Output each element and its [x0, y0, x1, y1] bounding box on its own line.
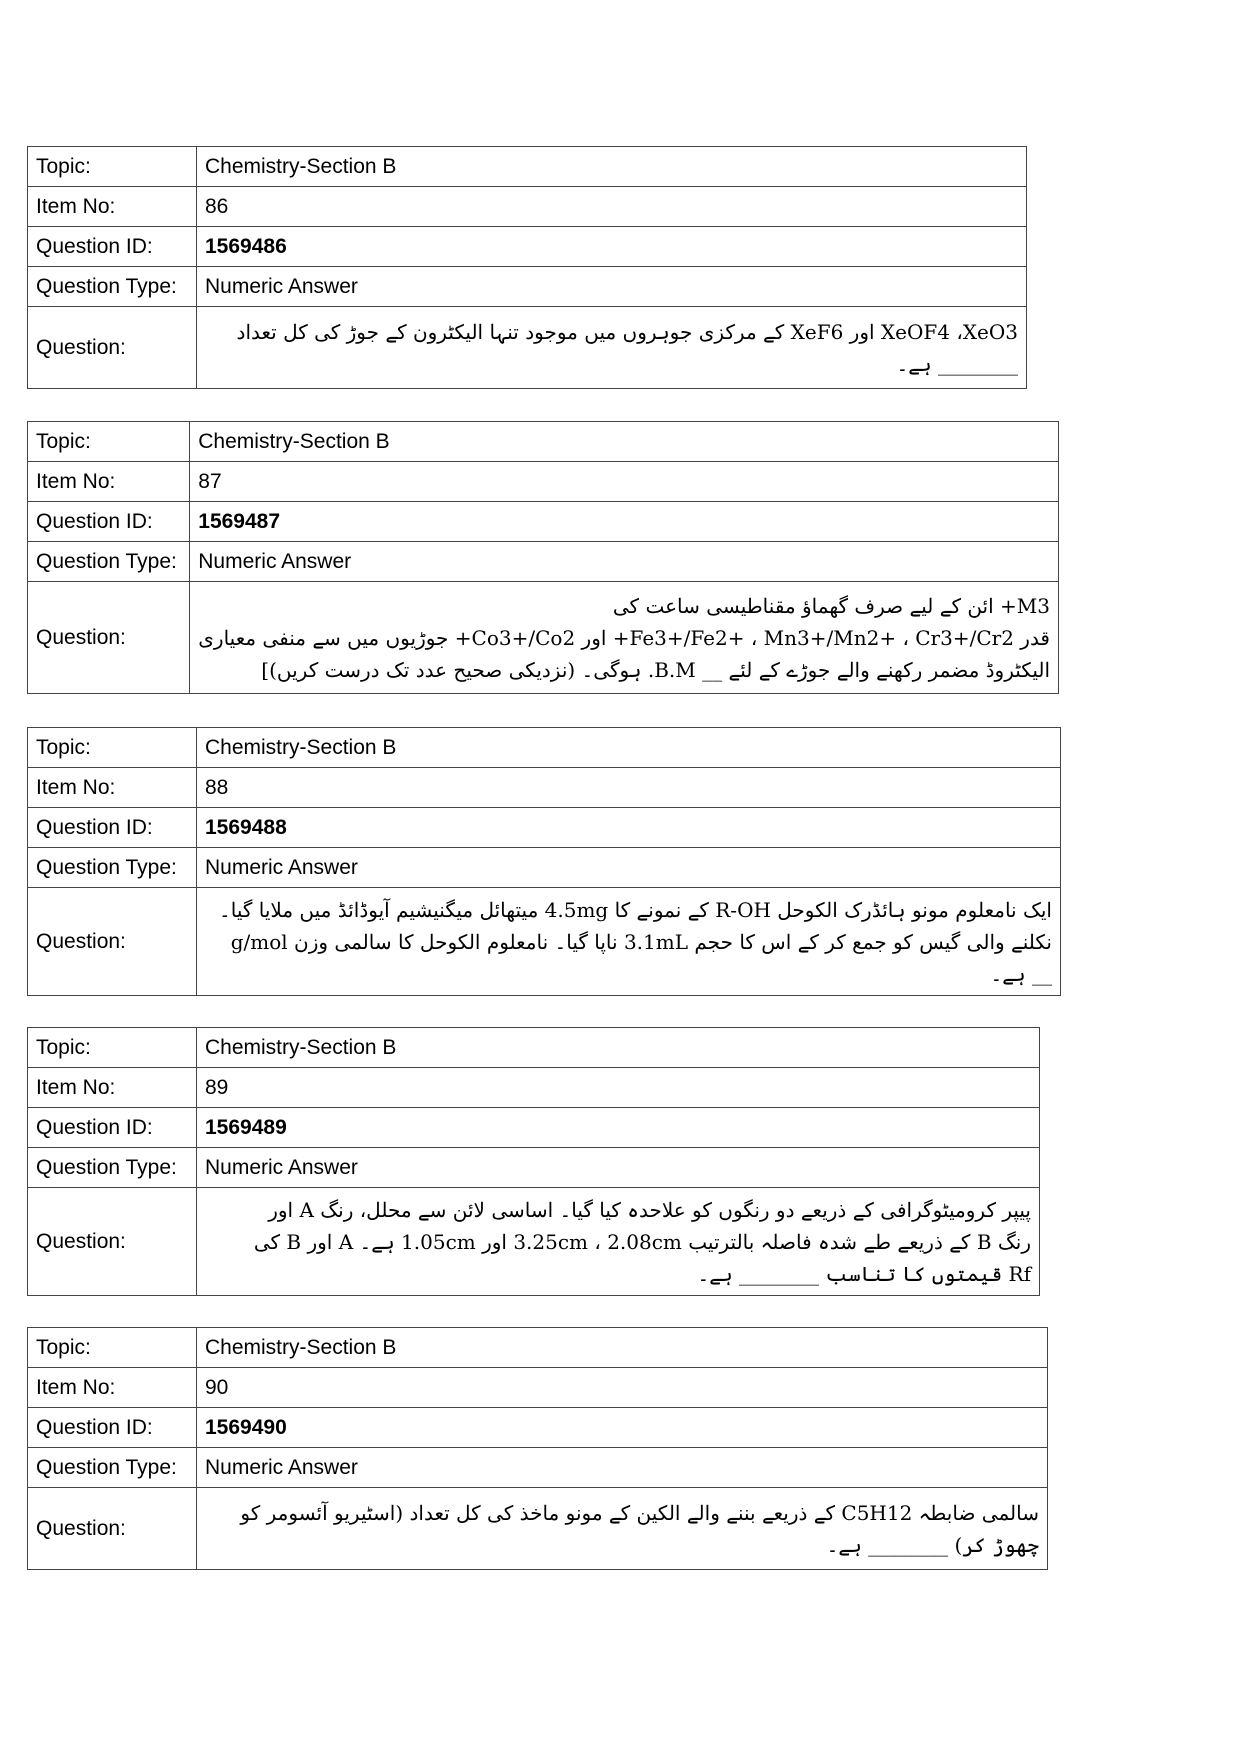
question-line: پیپر کرومیٹوگرافی کے ذریعے دو رنگوں کو علاحدہ کیا گیا۔ اساسی لائن سے محلل، رنگ A اور [268, 1197, 1031, 1222]
item-no-label: Item No: [28, 1068, 197, 1108]
item-no-value: 86 [197, 187, 1027, 227]
question-line: Rf قیمتوں کا تناسب ________ ہے۔ [697, 1261, 1031, 1286]
question-id-label: Question ID: [28, 1108, 197, 1148]
topic-value: Chemistry-Section B [190, 422, 1059, 462]
question-type-label: Question Type: [28, 1148, 197, 1188]
topic-label: Topic: [28, 1328, 197, 1368]
question-id-label: Question ID: [28, 502, 190, 542]
question-table-90 [27, 1327, 1048, 1570]
question-text [197, 888, 1061, 996]
question-label: Question: [28, 307, 197, 389]
question-line: ایک نامعلوم مونو ہائڈرک الکوحل R-OH کے نمونے کا 4.5mg میتھائل میگنیشیم آیوڈائڈ میں ملایا گیا۔ [219, 897, 1052, 922]
question-line: رنگ B کے ذریعے طے شدہ فاصلہ بالترتیب 3.25cm ، 2.08cm اور 1.05cm ہے۔ A اور B کی [253, 1229, 1031, 1254]
question-table-86 [27, 146, 1027, 389]
item-no-value: 89 [197, 1068, 1040, 1108]
topic-value: Chemistry-Section B [197, 728, 1061, 768]
question-id-value: 1569490 [197, 1408, 1048, 1448]
question-id-value: 1569489 [197, 1108, 1040, 1148]
question-text [197, 1188, 1040, 1296]
question-type-label: Question Type: [28, 848, 197, 888]
question-table-87 [27, 421, 1059, 694]
question-id-label: Question ID: [28, 227, 197, 267]
item-no-label: Item No: [28, 462, 190, 502]
question-type-label: Question Type: [28, 1448, 197, 1488]
item-no-value: 87 [190, 462, 1059, 502]
topic-label: Topic: [28, 147, 197, 187]
question-line: ________ ہے۔ [896, 351, 1018, 376]
topic-label: Topic: [28, 728, 197, 768]
question-id-label: Question ID: [28, 1408, 197, 1448]
topic-label: Topic: [28, 1028, 197, 1068]
question-table-88 [27, 727, 1061, 996]
item-no-label: Item No: [28, 1368, 197, 1408]
question-id-label: Question ID: [28, 808, 197, 848]
question-type-value: Numeric Answer [197, 267, 1027, 307]
topic-value: Chemistry-Section B [197, 1328, 1048, 1368]
question-line: قدر Fe3+/Fe2+ ، Mn3+/Mn2+ ، Cr3+/Cr2+ اور Co3+/Co2+ جوڑیوں میں سے منفی معیاری [198, 625, 1050, 650]
question-id-value: 1569487 [190, 502, 1059, 542]
question-line: __ ہے۔ [990, 961, 1052, 986]
question-line: الیکٹروڈ مضمر رکھنے والے جوڑے کے لئے __ B.M. ہوگی۔ (نزدیکی صحیح عدد تک درست کریں)] [261, 657, 1050, 682]
topic-value: Chemistry-Section B [197, 1028, 1040, 1068]
question-text [197, 307, 1027, 389]
question-label: Question: [28, 1488, 197, 1570]
question-line: نکلنے والی گیس کو جمع کر کے اس کا حجم 3.1mL ناپا گیا۔ نامعلوم الکوحل کا سالمی وزن g/mol [230, 929, 1052, 954]
topic-value: Chemistry-Section B [197, 147, 1027, 187]
question-label: Question: [28, 888, 197, 996]
question-type-label: Question Type: [28, 267, 197, 307]
question-text [197, 1488, 1048, 1570]
question-type-value: Numeric Answer [190, 542, 1059, 582]
item-no-label: Item No: [28, 768, 197, 808]
question-id-value: 1569486 [197, 227, 1027, 267]
question-label: Question: [28, 582, 190, 694]
question-label: Question: [28, 1188, 197, 1296]
question-id-value: 1569488 [197, 808, 1061, 848]
item-no-value: 90 [197, 1368, 1048, 1408]
question-line: M3+ ائن کے لیے صرف گھماؤ مقناطیسی ساعت کی [612, 593, 1050, 618]
question-line: چھوڑ کر) ________ ہے۔ [826, 1532, 1039, 1557]
question-type-value: Numeric Answer [197, 848, 1061, 888]
question-line: XeOF4 ،XeO3 اور XeF6 کے مرکزی جوہروں میں موجود تنہا الیکٹرون کے جوڑ کی کل تعداد [236, 319, 1018, 344]
question-type-value: Numeric Answer [197, 1448, 1048, 1488]
question-type-value: Numeric Answer [197, 1148, 1040, 1188]
question-table-89 [27, 1027, 1040, 1296]
item-no-value: 88 [197, 768, 1061, 808]
question-line: سالمی ضابطہ C5H12 کے ذریعے بننے والے الکین کے مونو ماخذ کی کل تعداد (اسٹیریو آئسومر کو [240, 1500, 1039, 1525]
item-no-label: Item No: [28, 187, 197, 227]
question-type-label: Question Type: [28, 542, 190, 582]
topic-label: Topic: [28, 422, 190, 462]
question-text [190, 582, 1059, 694]
